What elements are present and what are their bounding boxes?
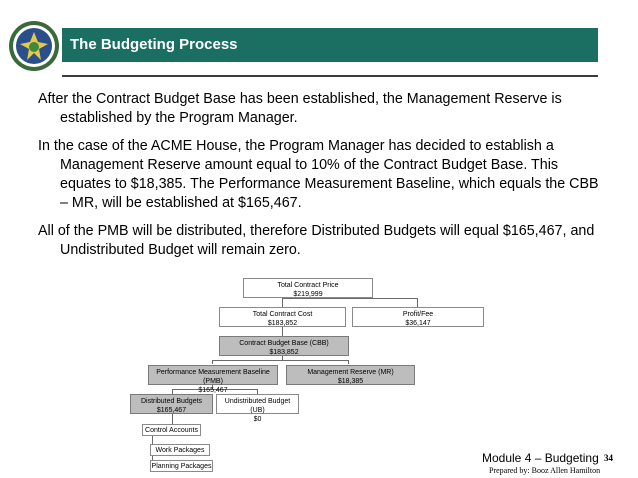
- work-packages-box: [150, 444, 210, 456]
- box-label: Total Contract Price: [277, 282, 339, 289]
- box-label: Management Reserve (MR): [307, 369, 394, 376]
- contract-budget-base-box: [219, 336, 349, 356]
- connector: [212, 360, 349, 361]
- profit-fee-box: [352, 307, 484, 327]
- connector: [282, 298, 283, 307]
- box-value: $165,467: [156, 407, 187, 414]
- box-label: Performance Measurement Baseline (PMB): [156, 369, 270, 385]
- box-value: $18,385: [337, 378, 364, 385]
- footer-module: Module 4 – Budgeting: [482, 451, 599, 465]
- box-value: $165,467: [198, 387, 228, 394]
- paragraph-3: All of the PMB will be distributed, therefore Distributed Budgets will equal $165,467, and Undistributed Budget will remain zero.: [38, 223, 595, 258]
- title-rule: [62, 75, 598, 77]
- pmb-box: [148, 365, 278, 394]
- connector: [212, 360, 213, 364]
- connector: [417, 298, 418, 307]
- box-label: Profit/Fee: [402, 311, 434, 318]
- box-value: $36,147: [405, 320, 431, 327]
- box-label: Contract Budget Base (CBB): [239, 340, 329, 347]
- control-accounts-box: [142, 424, 201, 436]
- total-contract-price-box: [243, 278, 373, 298]
- total-contract-cost-box: [219, 307, 346, 327]
- box-label: Distributed Budgets: [140, 398, 203, 405]
- management-reserve-box: [286, 365, 415, 385]
- connector: [172, 414, 173, 424]
- box-value: $183,852: [267, 320, 298, 327]
- box-value: $0: [253, 416, 262, 423]
- box-value: $183,852: [269, 349, 299, 356]
- connector: [348, 360, 349, 364]
- paragraph-1: After the Contract Budget Base has been established, the Management Reserve is established by the Program Manager.: [38, 91, 562, 126]
- page-title: The Budgeting Process: [70, 36, 238, 53]
- paragraph-2: In the case of the ACME House, the Program Manager has decided to establish a Management Reserve amount equal to 10% of the Contract Budget Base. This equates to $18,385. The Performance Measurement Baseline, which equals the CBB – MR, will be established at $165,467.: [38, 138, 599, 211]
- footer-prepared-by: Prepared by: Booz Allen Hamilton: [489, 466, 601, 475]
- box-label: Control Accounts: [145, 427, 198, 434]
- box-label: Total Contract Cost: [252, 311, 313, 318]
- page-number: 34: [604, 453, 613, 463]
- box-label: Undistributed Budget (UB): [224, 398, 291, 414]
- planning-packages-box: [150, 460, 213, 472]
- body-text: [38, 90, 608, 260]
- undistributed-budget-box: [216, 394, 299, 423]
- box-label: Work Packages: [155, 447, 205, 454]
- box-label: Planning Packages: [151, 463, 212, 470]
- box-value: $219,999: [293, 291, 323, 298]
- distributed-budgets-box: [130, 394, 213, 414]
- department-seal-logo: [8, 20, 60, 72]
